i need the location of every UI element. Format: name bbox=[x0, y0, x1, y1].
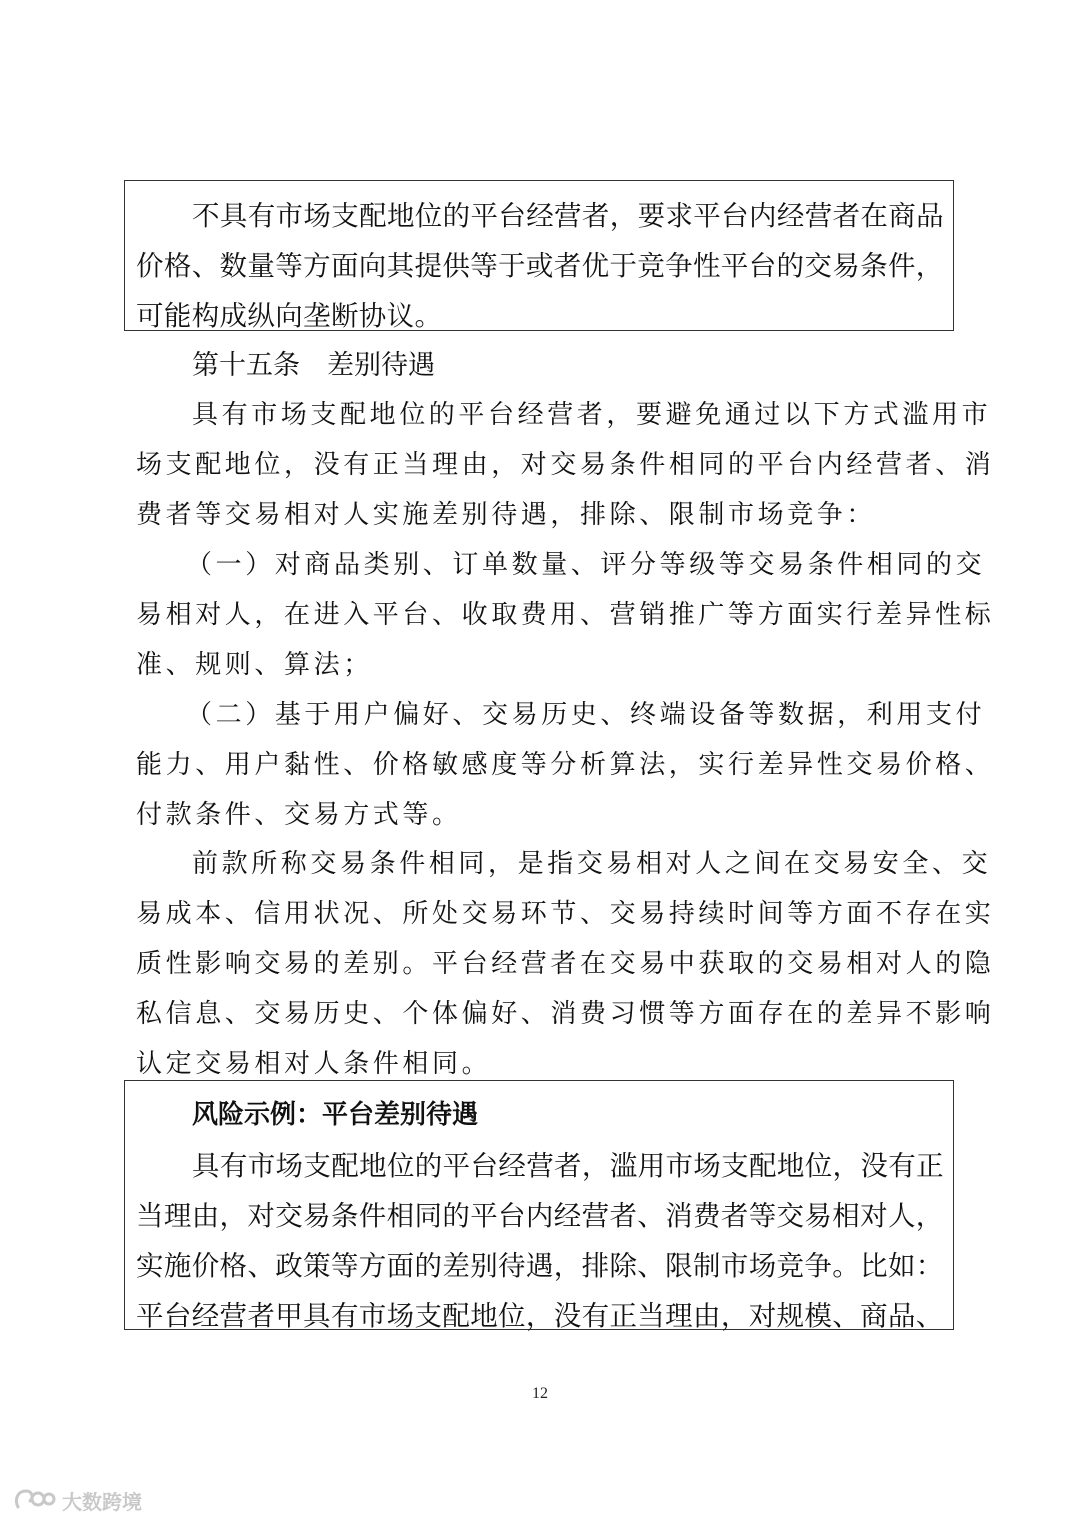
page-number: 12 bbox=[532, 1385, 548, 1402]
article-line-8: 能力、用户黏性、价格敏感度等分析算法，实行差异性交易价格、 bbox=[136, 750, 995, 780]
risk-box-line-4: 平台经营者甲具有市场支配地位，没有正当理由，对规模、商品、 bbox=[136, 1300, 944, 1332]
article-line-4: （一）对商品类别、订单数量、评分等级等交易条件相同的交 bbox=[186, 550, 986, 580]
logo-icon bbox=[12, 1485, 56, 1515]
watermark bbox=[12, 1484, 142, 1516]
article-line-3: 费者等交易相对人实施差别待遇，排除、限制市场竞争： bbox=[136, 500, 877, 530]
article-line-11: 易成本、信用状况、所处交易环节、交易持续时间等方面不存在实 bbox=[136, 899, 995, 929]
risk-box-line-1: 具有市场支配地位的平台经营者，滥用市场支配地位，没有正 bbox=[192, 1150, 944, 1182]
article-heading: 第十五条 差别待遇 bbox=[192, 350, 435, 381]
article-line-6: 准、规则、算法； bbox=[136, 650, 373, 680]
article-line-12: 质性影响交易的差别。平台经营者在交易中获取的交易相对人的隐 bbox=[136, 949, 995, 979]
article-line-9: 付款条件、交易方式等。 bbox=[136, 800, 462, 830]
article-line-2: 场支配地位，没有正当理由，对交易条件相同的平台内经营者、消 bbox=[136, 450, 995, 480]
watermark-text: 大数跨境 bbox=[62, 1489, 142, 1514]
article-line-10: 前款所称交易条件相同，是指交易相对人之间在交易安全、交 bbox=[192, 849, 992, 879]
top-box-line-1: 不具有市场支配地位的平台经营者，要求平台内经营者在商品 bbox=[192, 200, 944, 232]
risk-box-title: 风险示例：平台差别待遇 bbox=[192, 1100, 479, 1130]
risk-box-line-3: 实施价格、政策等方面的差别待遇，排除、限制市场竞争。比如： bbox=[136, 1250, 944, 1282]
article-line-7: （二）基于用户偏好、交易历史、终端设备等数据，利用支付 bbox=[186, 700, 986, 730]
top-box-line-3: 可能构成纵向垄断协议。 bbox=[136, 300, 443, 332]
article-line-5: 易相对人，在进入平台、收取费用、营销推广等方面实行差异性标 bbox=[136, 600, 995, 630]
article-line-14: 认定交易相对人条件相同。 bbox=[136, 1049, 492, 1079]
article-line-13: 私信息、交易历史、个体偏好、消费习惯等方面存在的差异不影响 bbox=[136, 999, 995, 1029]
top-box-line-2: 价格、数量等方面向其提供等于或者优于竞争性平台的交易条件， bbox=[136, 250, 944, 282]
risk-box-line-2: 当理由，对交易条件相同的平台内经营者、消费者等交易相对人， bbox=[136, 1200, 944, 1232]
article-line-1: 具有市场支配地位的平台经营者，要避免通过以下方式滥用市 bbox=[192, 400, 992, 430]
